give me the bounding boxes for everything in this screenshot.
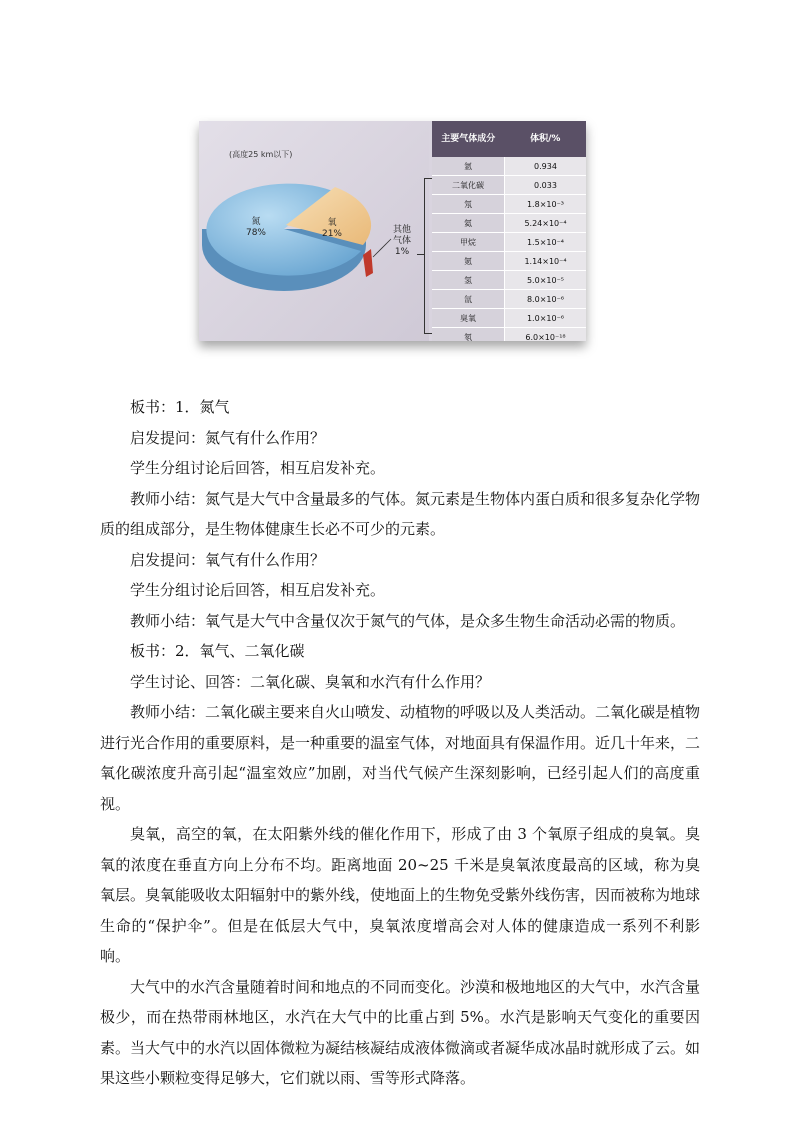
summary-oxygen: 教师小结：氧气是大气中含量仅次于氮气的气体，是众多生物生命活动必需的物质。 xyxy=(130,611,686,630)
gas-volume: 0.033 xyxy=(505,176,587,195)
gas-name: 氩 xyxy=(432,157,505,176)
other-gas-value: 1% xyxy=(394,247,410,257)
table-row xyxy=(432,176,586,195)
other-gas-name-1: 其他 xyxy=(392,225,411,235)
gas-name: 氙 xyxy=(432,290,505,309)
table-header-row xyxy=(432,121,586,157)
table-row xyxy=(432,214,586,233)
table-bracket-tick xyxy=(417,254,425,255)
other-gas-label xyxy=(389,225,415,258)
gas-name: 氢 xyxy=(432,271,505,290)
question-oxygen: 启发提问：氧气有什么作用？ xyxy=(130,550,326,569)
table-row xyxy=(432,309,586,328)
table-row xyxy=(432,195,586,214)
table-row xyxy=(432,252,586,271)
oxygen-label xyxy=(317,218,347,240)
gas-volume: 0.934 xyxy=(505,157,587,176)
pie-chart-panel xyxy=(199,121,429,341)
gas-composition-table xyxy=(432,121,586,341)
nitrogen-label xyxy=(241,217,271,239)
other-gas-name-2: 气体 xyxy=(392,236,411,246)
gas-name: 氖 xyxy=(432,195,505,214)
gas-volume: 6.0×10⁻¹⁸ xyxy=(505,328,587,342)
student-discussion: 学生讨论、回答：二氧化碳、臭氧和水汽有什么作用？ xyxy=(130,672,491,691)
gas-name: 甲烷 xyxy=(432,233,505,252)
summary-co2: 教师小结：二氧化碳主要来自火山喷发、动植物的呼吸以及人类活动。二氧化碳是植物进行光合作用的重要原料，是一种重要的温室气体，对地面具有保温作用。近几十年来，二氧化碳浓度升高引起“温室效应”加剧，对当代气候产生深刻影响，已经引起人们的高度重视。 xyxy=(100,703,701,813)
board-note-nitrogen: 板书：1．氮气 xyxy=(130,398,230,416)
discussion-note: 学生分组讨论后回答，相互启发补充。 xyxy=(130,459,386,477)
question-nitrogen: 启发提问：氮气有什么作用？ xyxy=(130,428,326,447)
lesson-text xyxy=(100,392,700,1094)
gas-volume: 1.0×10⁻⁶ xyxy=(505,309,587,328)
gas-name: 氪 xyxy=(432,252,505,271)
gas-name: 氦 xyxy=(432,214,505,233)
table-row xyxy=(432,157,586,176)
table-row xyxy=(432,290,586,309)
oxygen-name: 氧 xyxy=(327,218,337,228)
atmosphere-composition-figure xyxy=(199,121,586,341)
paragraph-water-vapor: 大气中的水汽含量随着时间和地点的不同而变化。沙漠和极地地区的大气中，水汽含量极少，而在热带雨林地区，水汽在大气中的比重占到 5%。水汽是影响天气变化的重要因素。当大气中的水汽以固体微粒为凝结核凝结成液体微滴或者凝华成冰晶时就形成了云。如果这些小颗粒变得足够大，它们就以雨、雪等形式降落。 xyxy=(100,977,701,1087)
gas-volume: 1.5×10⁻⁴ xyxy=(505,233,587,252)
oxygen-value: 21% xyxy=(321,229,342,239)
gas-volume: 8.0×10⁻⁶ xyxy=(505,290,587,309)
summary-nitrogen: 教师小结：氮气是大气中含量最多的气体。氮元素是生物体内蛋白质和很多复杂化学物质的组成部分，是生物体健康生长必不可少的元素。 xyxy=(100,489,701,538)
gas-name: 氡 xyxy=(432,328,505,342)
header-volume: 体积/% xyxy=(505,121,587,157)
figure-caption: (高度25 km以下) xyxy=(229,150,293,159)
nitrogen-name: 氮 xyxy=(251,217,261,227)
gas-volume: 1.14×10⁻⁴ xyxy=(505,252,587,271)
board-note-oxygen-co2: 板书：2．氧气、二氧化碳 xyxy=(130,642,305,660)
gas-volume: 5.0×10⁻⁵ xyxy=(505,271,587,290)
table-row xyxy=(432,233,586,252)
gas-volume: 1.8×10⁻³ xyxy=(505,195,587,214)
paragraph-ozone: 臭氧，高空的氧，在太阳紫外线的催化作用下，形成了由 3 个氧原子组成的臭氧。臭氧的浓度在垂直方向上分布不均。距离地面 20~25 千米是臭氧浓度最高的区域，称为臭氧层。臭氧能吸收太阳辐射中的紫外线，使地面上的生物免受紫外线伤害，因而被称为地球生命的“保护伞”。但是在低层大气中，臭氧浓度增高会对人体的健康造成一系列不利影响。 xyxy=(100,825,701,965)
gas-name: 二氧化碳 xyxy=(432,176,505,195)
discussion-note: 学生分组讨论后回答，相互启发补充。 xyxy=(130,581,386,599)
nitrogen-value: 78% xyxy=(245,228,266,238)
gas-name: 臭氧 xyxy=(432,309,505,328)
table-row xyxy=(432,271,586,290)
gas-volume: 5.24×10⁻⁴ xyxy=(505,214,587,233)
header-gas: 主要气体成分 xyxy=(432,121,505,157)
table-row xyxy=(432,328,586,342)
